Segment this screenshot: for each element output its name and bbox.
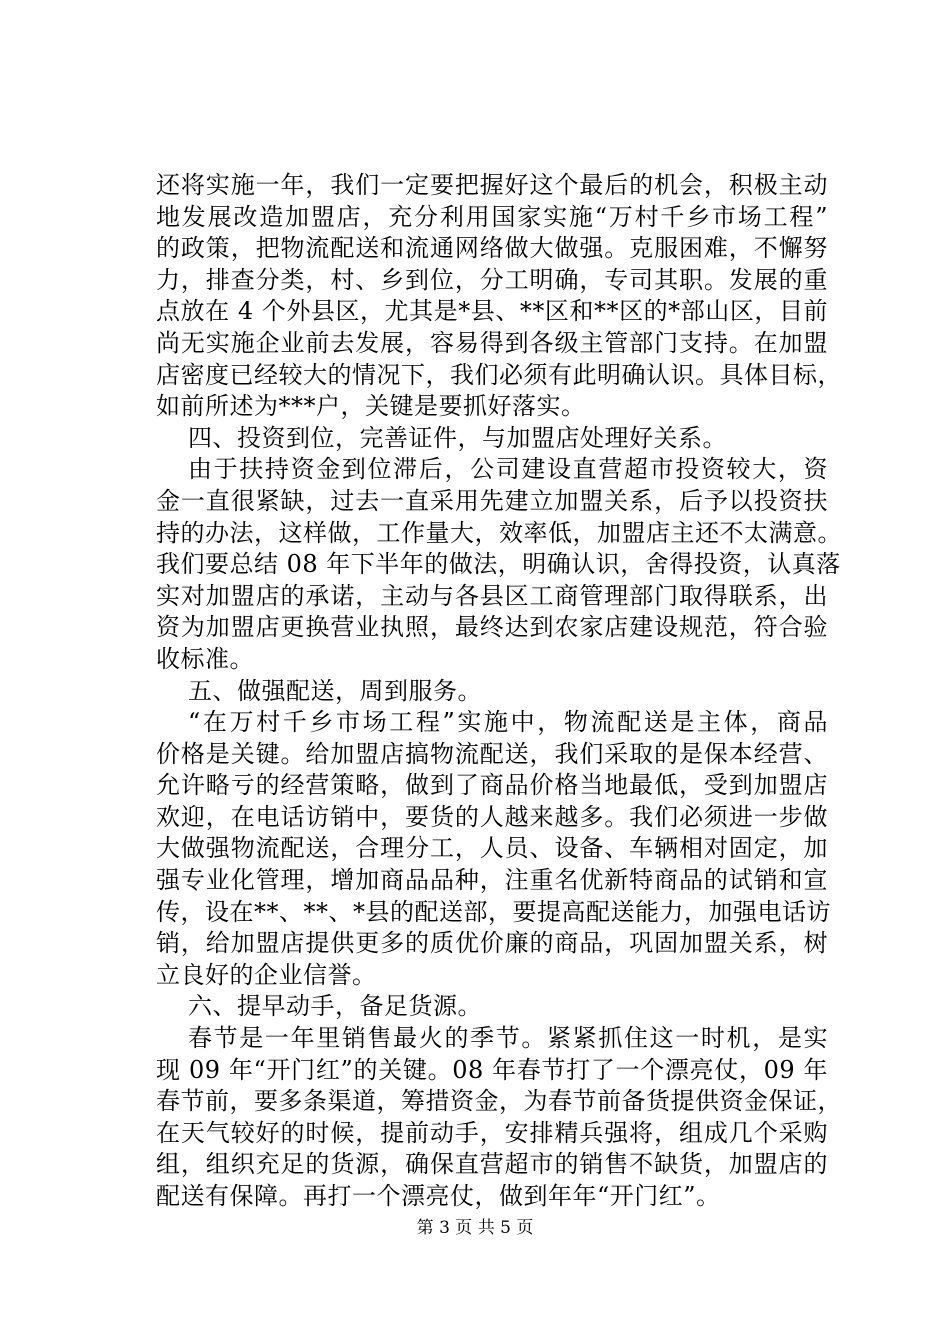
text-line: 春节前，要多条渠道，筹措资金，为春节前备货提供资金保证，: [156, 1087, 842, 1116]
text-line: 销，给加盟店提供更多的质优价廉的商品，巩固加盟关系，树: [156, 929, 828, 958]
text-line: 组，组织充足的货源，确保直营超市的销售不缺货，加盟店的: [156, 1150, 828, 1179]
section-heading: 六、提早动手，备足货源。: [188, 992, 482, 1021]
text-line: 大做强物流配送，合理分工，人员、设备、车辆相对固定，加: [156, 834, 828, 863]
text-line: 店密度已经较大的情况下，我们必须有此明确认识。具体目标，: [156, 360, 842, 389]
text-line: 传，设在**、**、*县的配送部，要提高配送能力，加强电话访: [156, 897, 831, 926]
text-line: 的政策，把物流配送和流通网络做大做强。克服困难，不懈努: [156, 234, 828, 263]
text-line: 如前所述为***户，关键是要抓好落实。: [156, 392, 586, 421]
text-line: 地发展改造加盟店，充分利用国家实施“万村千乡市场工程”: [156, 202, 828, 231]
text-line: 配送有保障。再打一个漂亮仗，做到年年“开门红”。: [156, 1182, 721, 1210]
text-line: 立良好的企业信誉。: [156, 960, 377, 989]
text-line: 由于扶持资金到位滞后，公司建设直营超市投资较大，资: [188, 455, 828, 484]
text-line: 资为加盟店更换营业执照，最终达到农家店建设规范，符合验: [156, 613, 828, 642]
text-line: 我们要总结 08 年下半年的做法，明确认识，舍得投资，认真落: [156, 550, 841, 579]
text-line: 春节是一年里销售最火的季节。紧紧抓住这一时机，是实: [188, 1024, 828, 1053]
text-line: 强专业化管理，增加商品品种，注重名优新特商品的试销和宣: [156, 866, 828, 895]
page-footer: 第 3 页 共 5 页: [416, 1218, 534, 1238]
section-heading: 四、投资到位，完善证件，与加盟店处理好关系。: [188, 423, 727, 452]
text-line: 金一直很紧缺，过去一直采用先建立加盟关系，后予以投资扶: [156, 486, 828, 515]
text-line: 欢迎，在电话访销中，要货的人越来越多。我们必须进一步做: [156, 802, 828, 831]
text-line: 实对加盟店的承诺，主动与各县区工商管理部门取得联系，出: [156, 581, 828, 610]
text-line: 价格是关键。给加盟店搞物流配送，我们采取的是保本经营、: [156, 739, 828, 768]
text-line: 允许略亏的经营策略，做到了商品价格当地最低，受到加盟店: [156, 771, 828, 800]
text-line: 力，排查分类，村、乡到位，分工明确，专司其职。发展的重: [156, 265, 828, 294]
text-line: 收标准。: [156, 644, 254, 673]
text-line: “在万村千乡市场工程”实施中，物流配送是主体，商品: [188, 708, 828, 737]
text-line: 持的办法，这样做，工作量大，效率低，加盟店主还不太满意。: [156, 518, 842, 547]
text-line: 还将实施一年，我们一定要把握好这个最后的机会，积极主动: [156, 171, 828, 199]
text-line: 尚无实施企业前去发展，容易得到各级主管部门支持。在加盟: [156, 328, 828, 357]
body-text: [156, 170, 842, 1213]
text-line: 在天气较好的时候，提前动手，安排精兵强将，组成几个采购: [156, 1118, 828, 1147]
section-heading: 五、做强配送，周到服务。: [188, 676, 482, 705]
text-line: 点放在 4 个外县区，尤其是*县、**区和**区的*部山区，目前: [156, 297, 828, 326]
text-line: 现 09 年“开门红”的关键。08 年春节打了一个漂亮仗，09 年: [156, 1055, 828, 1084]
